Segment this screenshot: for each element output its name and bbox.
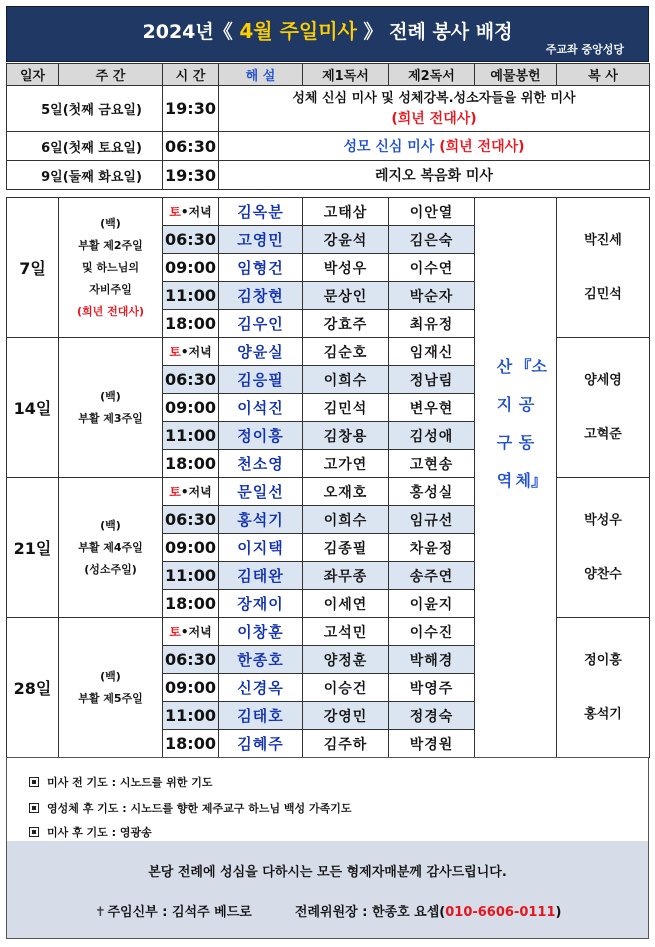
feast-line: 자비주일 — [89, 282, 132, 296]
feast-line: (백) — [100, 669, 121, 683]
offering-spacer — [475, 198, 556, 348]
reader1-cell: 김주하 — [303, 730, 389, 758]
col-offering: 예물봉헌 — [475, 64, 557, 86]
special-desc-line2: (희년 전대사) — [391, 110, 477, 127]
parish-name: 주교좌 중앙성당 — [545, 43, 624, 56]
week-feast — [59, 478, 163, 618]
special-desc: 레지오 복음화 미사 — [219, 161, 650, 190]
note-text: 영성체 후 기도 : 시노드를 향한 제주교구 하느님 백성 가족기도 — [47, 802, 352, 815]
commentator-cell: 이지택 — [219, 534, 303, 562]
reader2-cell: 이수진 — [389, 618, 475, 646]
week-feast — [59, 198, 163, 338]
title-banner — [6, 6, 649, 62]
special-mass-row — [7, 86, 650, 132]
checkbox-icon — [29, 803, 39, 813]
reader1-cell: 이승건 — [303, 674, 389, 702]
reader2-cell: 홍성실 — [389, 478, 475, 506]
note-text: 미사 전 기도 : 시노드를 위한 기도 — [47, 776, 213, 789]
offering-char: 『소 — [515, 357, 547, 376]
special-date: 6일(첫째 토요일) — [7, 132, 163, 161]
special-time: 19:30 — [163, 161, 219, 190]
feast-line: (희년 전대사) — [76, 304, 144, 318]
mass-time: 09:00 — [163, 394, 219, 422]
note-text: 미사 후 기도 : 영광송 — [47, 826, 152, 839]
mass-time-eve — [163, 618, 219, 646]
reader2-cell: 이윤지 — [389, 590, 475, 618]
reader2-cell: 차윤정 — [389, 534, 475, 562]
chair-name: 전례위원장 : 한종호 요셉( — [294, 905, 446, 920]
special-desc-note: (희년 전대사) — [439, 139, 525, 155]
feast-line: 부활 제2주일 — [78, 238, 143, 252]
commentator-cell: 임형건 — [219, 254, 303, 282]
title-accent: 4월 주일미사 — [239, 19, 357, 43]
commentator-cell: 한종호 — [219, 646, 303, 674]
mass-time: 09:00 — [163, 534, 219, 562]
server-name: 박성우 — [584, 512, 622, 528]
evening-mark: •저녁 — [180, 485, 212, 499]
week-day: 21일 — [7, 478, 59, 618]
special-desc — [219, 86, 650, 132]
offering-col-left — [494, 348, 516, 500]
server-cell — [557, 478, 650, 618]
offering-community — [475, 348, 556, 500]
reader1-cell: 김창용 — [303, 422, 389, 450]
server-name: 양찬수 — [584, 566, 622, 582]
mass-time-eve — [163, 198, 219, 226]
reader1-cell: 박성우 — [303, 254, 389, 282]
week-day: 28일 — [7, 618, 59, 758]
note-item — [29, 824, 152, 840]
reader1-cell: 양정훈 — [303, 646, 389, 674]
commentator-cell: 문일선 — [219, 478, 303, 506]
mass-time: 09:00 — [163, 254, 219, 282]
special-date: 5일(첫째 금요일) — [7, 86, 163, 132]
title-suffix: 》 전례 봉사 배정 — [363, 21, 513, 43]
col-reader2: 제2독서 — [389, 64, 475, 86]
reader2-cell: 김은숙 — [389, 226, 475, 254]
offering-cell — [475, 198, 557, 758]
header-row — [7, 64, 650, 86]
weeks-body — [7, 198, 650, 758]
mass-time-eve — [163, 338, 219, 366]
reader1-cell: 좌무종 — [303, 562, 389, 590]
reader2-cell: 이수연 — [389, 254, 475, 282]
mass-time: 18:00 — [163, 730, 219, 758]
reader2-cell: 박해경 — [389, 646, 475, 674]
col-date: 일자 — [7, 64, 59, 86]
reader2-cell: 임재신 — [389, 338, 475, 366]
chair-phone-close: ) — [555, 905, 562, 920]
server-name: 김민석 — [584, 286, 622, 302]
feast-line: 부활 제3주일 — [78, 411, 143, 425]
commentator-cell: 김혜주 — [219, 730, 303, 758]
feast-line: 부활 제4주일 — [78, 540, 143, 554]
saturday-mark: 토 — [169, 345, 181, 359]
commentator-cell: 신경옥 — [219, 674, 303, 702]
offering-char: 구 — [496, 433, 513, 452]
special-desc-main: 성모 신심 미사 — [343, 139, 435, 155]
mass-time: 09:00 — [163, 674, 219, 702]
offering-col-right — [515, 348, 547, 500]
reader1-cell: 김민석 — [303, 394, 389, 422]
mass-time: 18:00 — [163, 590, 219, 618]
mass-time: 18:00 — [163, 310, 219, 338]
commentator-cell: 장재이 — [219, 590, 303, 618]
server-name: 박진세 — [584, 232, 622, 248]
reader1-cell: 김종필 — [303, 534, 389, 562]
thanks-message: 본당 전례에 성심을 다하시는 모든 형제자매분께 감사드립니다. — [148, 865, 507, 880]
spacer-row — [7, 190, 650, 198]
reader1-cell: 강영민 — [303, 702, 389, 730]
saturday-mark: 토 — [169, 625, 181, 639]
checkbox-icon — [29, 777, 39, 787]
reader2-cell: 변우현 — [389, 394, 475, 422]
reader2-cell: 박경원 — [389, 730, 475, 758]
col-server: 복 사 — [557, 64, 650, 86]
commentator-cell: 김창현 — [219, 282, 303, 310]
feast-line: (백) — [100, 518, 121, 532]
reader1-cell: 김순호 — [303, 338, 389, 366]
commentator-cell: 천소영 — [219, 450, 303, 478]
offering-char: 체』 — [515, 471, 547, 490]
commentator-cell: 김태호 — [219, 702, 303, 730]
commentator-cell: 정이흥 — [219, 422, 303, 450]
special-time: 19:30 — [163, 86, 219, 132]
commentator-cell: 이창훈 — [219, 618, 303, 646]
offering-char: 지 — [496, 395, 513, 414]
week-day: 14일 — [7, 338, 59, 478]
offering-char: 산 — [496, 357, 513, 376]
col-time: 시 간 — [163, 64, 219, 86]
commentator-cell: 김태완 — [219, 562, 303, 590]
reader1-cell: 고가연 — [303, 450, 389, 478]
reader1-cell: 강윤석 — [303, 226, 389, 254]
mass-time: 06:30 — [163, 506, 219, 534]
server-name: 고혁준 — [584, 426, 622, 442]
mass-time: 11:00 — [163, 282, 219, 310]
server-name: 정이흥 — [584, 652, 622, 668]
commentator-cell: 김응필 — [219, 366, 303, 394]
mass-time: 18:00 — [163, 450, 219, 478]
special-desc-line1: 성체 신심 미사 및 성체강복.성소자들을 위한 미사 — [292, 90, 576, 106]
mass-time: 06:30 — [163, 366, 219, 394]
special-time: 06:30 — [163, 132, 219, 161]
col-week: 주 간 — [59, 64, 163, 86]
mass-time: 11:00 — [163, 562, 219, 590]
reader2-cell: 이안열 — [389, 198, 475, 226]
signature-line — [7, 901, 648, 920]
saturday-mark: 토 — [169, 485, 181, 499]
commentator-cell: 이석진 — [219, 394, 303, 422]
evening-mark: •저녁 — [180, 625, 212, 639]
evening-mark: •저녁 — [180, 205, 212, 219]
special-mass-row — [7, 161, 650, 190]
reader1-cell: 이희수 — [303, 366, 389, 394]
reader1-cell: 고석민 — [303, 618, 389, 646]
commentator-cell: 홍석기 — [219, 506, 303, 534]
note-item — [29, 800, 352, 816]
server-name: 양세영 — [584, 372, 622, 388]
server-cell — [557, 338, 650, 478]
mass-time: 11:00 — [163, 702, 219, 730]
page-title — [7, 15, 648, 44]
note-item — [29, 774, 213, 790]
reader1-cell: 이세연 — [303, 590, 389, 618]
reader2-cell: 최유정 — [389, 310, 475, 338]
server-cell — [557, 618, 650, 758]
saturday-mark: 토 — [169, 205, 181, 219]
mass-time: 11:00 — [163, 422, 219, 450]
pastor-name: 주임신부 : 김석주 베드로 — [107, 905, 252, 920]
col-commentator: 해 설 — [219, 64, 303, 86]
reader1-cell: 문상인 — [303, 282, 389, 310]
thanks-band — [7, 841, 648, 938]
feast-line: (백) — [100, 389, 121, 403]
commentator-cell: 고영민 — [219, 226, 303, 254]
checkbox-icon — [29, 827, 39, 837]
notes-section — [6, 757, 649, 939]
mass-time: 06:30 — [163, 646, 219, 674]
reader2-cell: 정경숙 — [389, 702, 475, 730]
chair-phone: 010-6606-0111 — [445, 905, 556, 920]
mass-time-eve — [163, 478, 219, 506]
server-cell — [557, 198, 650, 338]
cross-icon: ✝ — [95, 905, 106, 920]
reader2-cell: 임규선 — [389, 506, 475, 534]
schedule-table — [6, 63, 650, 758]
offering-char: 역 — [496, 471, 513, 490]
reader2-cell: 박순자 — [389, 282, 475, 310]
week-feast — [59, 338, 163, 478]
feast-line: (성소주일) — [84, 562, 137, 576]
special-mass-row — [7, 132, 650, 161]
feast-line: (백) — [100, 216, 121, 230]
col-reader1: 제1독서 — [303, 64, 389, 86]
mass-time: 06:30 — [163, 226, 219, 254]
commentator-cell: 양윤실 — [219, 338, 303, 366]
feast-line: 및 하느님의 — [82, 260, 139, 274]
offering-char: 공 — [518, 395, 535, 414]
reader1-cell: 이희수 — [303, 506, 389, 534]
reader2-cell: 박영주 — [389, 674, 475, 702]
title-prefix: 2024년《 — [142, 21, 233, 43]
commentator-cell: 김옥분 — [219, 198, 303, 226]
special-date: 9일(둘째 화요일) — [7, 161, 163, 190]
reader2-cell: 고현송 — [389, 450, 475, 478]
feast-line: 부활 제5주일 — [78, 691, 143, 705]
reader2-cell: 송주연 — [389, 562, 475, 590]
server-name: 홍석기 — [584, 706, 622, 722]
week-feast — [59, 618, 163, 758]
evening-mark: •저녁 — [180, 345, 212, 359]
offering-char: 동 — [518, 433, 535, 452]
week-day: 7일 — [7, 198, 59, 338]
reader2-cell: 김성애 — [389, 422, 475, 450]
mass-row — [7, 198, 650, 226]
commentator-cell: 김우인 — [219, 310, 303, 338]
reader1-cell: 오재호 — [303, 478, 389, 506]
reader2-cell: 정남림 — [389, 366, 475, 394]
special-desc — [219, 132, 650, 161]
reader1-cell: 강효주 — [303, 310, 389, 338]
reader1-cell: 고태삼 — [303, 198, 389, 226]
